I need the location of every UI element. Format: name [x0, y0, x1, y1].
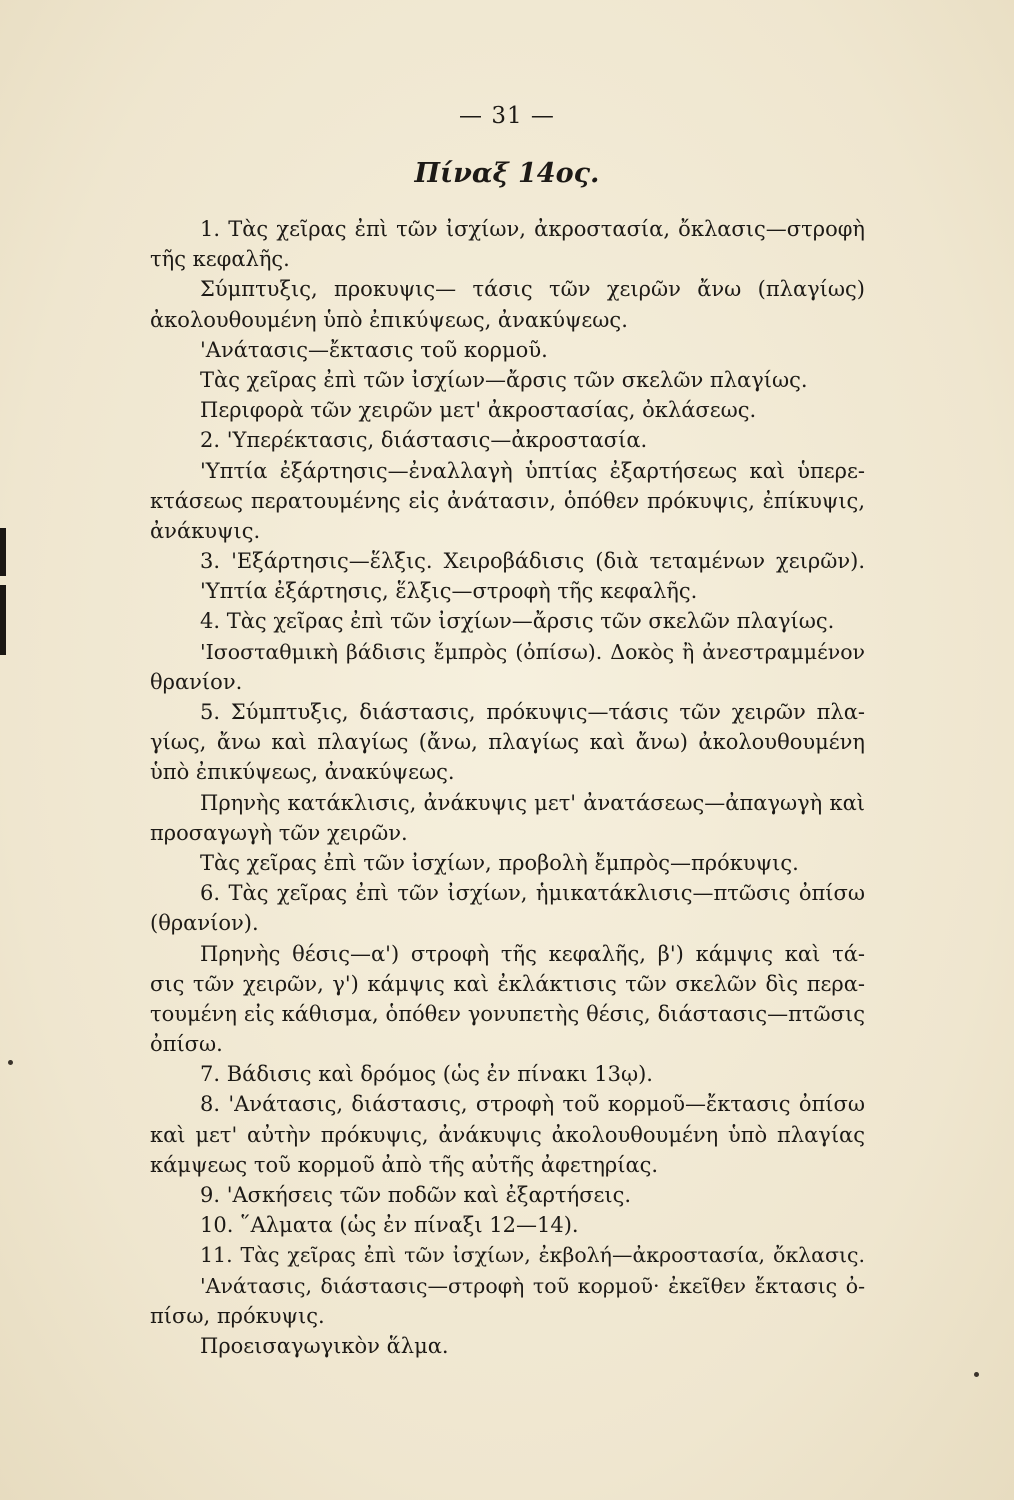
- text-line: 'Υπτία ἐξάρτησις, ἕλξις—στροφὴ τῆς κεφαλῆς.: [200, 579, 698, 604]
- text-line: 5. Σύμπτυξις, διάστασις, πρόκυψις—τάσις τῶν χειρῶν πλα-: [200, 700, 865, 724]
- page-number: — 31 —: [459, 103, 555, 129]
- text-line: Περιφορὰ τῶν χειρῶν μετ' ἀκροστασίας, ὀκλάσεως.: [200, 398, 757, 423]
- text-line: 'Ισοσταθμικὴ βάδισις ἔμπρὸς (ὀπίσω). Δοκὸς ἢ ἀνεστραμμένον: [200, 639, 865, 664]
- text-line: κάμψεως τοῦ κορμοῦ ἀπὸ τῆς αὐτῆς ἀφετηρίας.: [150, 1152, 659, 1177]
- text-line: Τὰς χεῖρας ἐπὶ τῶν ἰσχίων, προβολὴ ἔμπρὸς—πρόκυψις.: [200, 850, 799, 875]
- text-line: 9. 'Ασκήσεις τῶν ποδῶν καὶ ἐξαρτήσεις.: [200, 1183, 632, 1207]
- text-line: θρανίον.: [150, 669, 243, 694]
- text-line: Πρηνὴς θέσις—α') στροφὴ τῆς κεφαλῆς, β') κάμψις καὶ τά-: [200, 941, 865, 966]
- text-line: 7. Βάδισις καὶ δρόμος (ὡς ἐν πίνακι 13ῳ).: [200, 1062, 653, 1087]
- text-line: 1. Τὰς χεῖρας ἐπὶ τῶν ἰσχίων, ἀκροστασία, ὄκλασις—στροφὴ: [200, 217, 865, 241]
- page-edge-mark: [0, 528, 6, 576]
- text-line: Προεισαγωγικὸν ἅλμα.: [200, 1333, 449, 1358]
- text-line: 8. 'Ανάτασις, διάστασις, στροφὴ τοῦ κορμοῦ—ἔκτασις ὀπίσω: [200, 1092, 865, 1117]
- text-line: τῆς κεφαλῆς.: [150, 247, 290, 272]
- page-title: Πίναξ 14ος.: [414, 158, 600, 189]
- text-line: Σύμπτυξις, προκυψις— τάσις τῶν χειρῶν ἄνω (πλαγίως): [200, 277, 865, 302]
- text-line: 'Υπτία ἐξάρτησις—ἐναλλαγὴ ὑπτίας ἐξαρτήσεως καὶ ὑπερε-: [200, 458, 865, 483]
- body-text: [150, 214, 865, 1361]
- text-line: πίσω, πρόκυψις.: [150, 1303, 325, 1328]
- text-line: σις τῶν χειρῶν, γ') κάμψις καὶ ἐκλάκτισις τῶν σκελῶν δὶς περα-: [150, 971, 865, 996]
- text-line: τουμένη εἰς κάθισμα, ὁπόθεν γονυπετὴς θέσις, διάστασις—πτῶσις: [150, 1001, 865, 1026]
- text-line: ὀπίσω.: [150, 1032, 223, 1057]
- text-line: 2. 'Υπερέκτασις, διάστασις—ἀκροστασία.: [200, 428, 648, 453]
- text-line: 'Ανάτασις, διάστασις—στροφὴ τοῦ κορμοῦ· ἐκεῖθεν ἔκτασις ὀ-: [200, 1273, 865, 1298]
- text-line: γίως, ἄνω καὶ πλαγίως (ἄνω, πλαγίως καὶ ἄνω) ἀκολουθουμένη: [150, 730, 865, 755]
- text-line: 4. Τὰς χεῖρας ἐπὶ τῶν ἰσχίων—ἄρσις τῶν σκελῶν πλαγίως.: [200, 609, 835, 634]
- text-line: 10. ῞Αλματα (ὡς ἐν πίναξι 12—14).: [200, 1213, 579, 1238]
- ink-speck: [8, 1060, 13, 1065]
- text-line: 11. Τὰς χεῖρας ἐπὶ τῶν ἰσχίων, ἐκβολή—ἀκροστασία, ὄκλασις.: [200, 1243, 865, 1268]
- text-line: (θρανίον).: [150, 911, 259, 936]
- text-line: κτάσεως περατουμένης εἰς ἀνάτασιν, ὁπόθεν πρόκυψις, ἐπίκυψις,: [150, 488, 865, 513]
- ink-speck: [974, 1372, 979, 1377]
- text-line: 'Ανάτασις—ἔκτασις τοῦ κορμοῦ.: [200, 337, 548, 362]
- text-line: ἀνάκυψις.: [150, 518, 261, 543]
- text-line: Πρηνὴς κατάκλισις, ἀνάκυψις μετ' ἀνατάσεως—ἀπαγωγὴ καὶ: [200, 790, 865, 815]
- text-line: ἀκολουθουμένη ὑπὸ ἐπικύψεως, ἀνακύψεως.: [150, 307, 628, 332]
- text-line: Τὰς χεῖρας ἐπὶ τῶν ἰσχίων—ἄρσις τῶν σκελῶν πλαγίως.: [200, 367, 808, 392]
- text-line: 6. Τὰς χεῖρας ἐπὶ τῶν ἰσχίων, ἡμικατάκλισις—πτῶσις ὀπίσω: [200, 881, 865, 906]
- page-edge-mark: [0, 585, 6, 655]
- text-line: καὶ μετ' αὐτὴν πρόκυψις, ἀνάκυψις ἀκολουθουμένη ὑπὸ πλαγίας: [150, 1122, 865, 1147]
- text-line: προσαγωγὴ τῶν χειρῶν.: [150, 820, 408, 845]
- text-line: 3. 'Εξάρτησις—ἕλξις. Χειροβάδισις (διὰ τεταμένων χειρῶν).: [200, 549, 865, 574]
- text-line: ὑπὸ ἐπικύψεως, ἀνακύψεως.: [150, 760, 455, 785]
